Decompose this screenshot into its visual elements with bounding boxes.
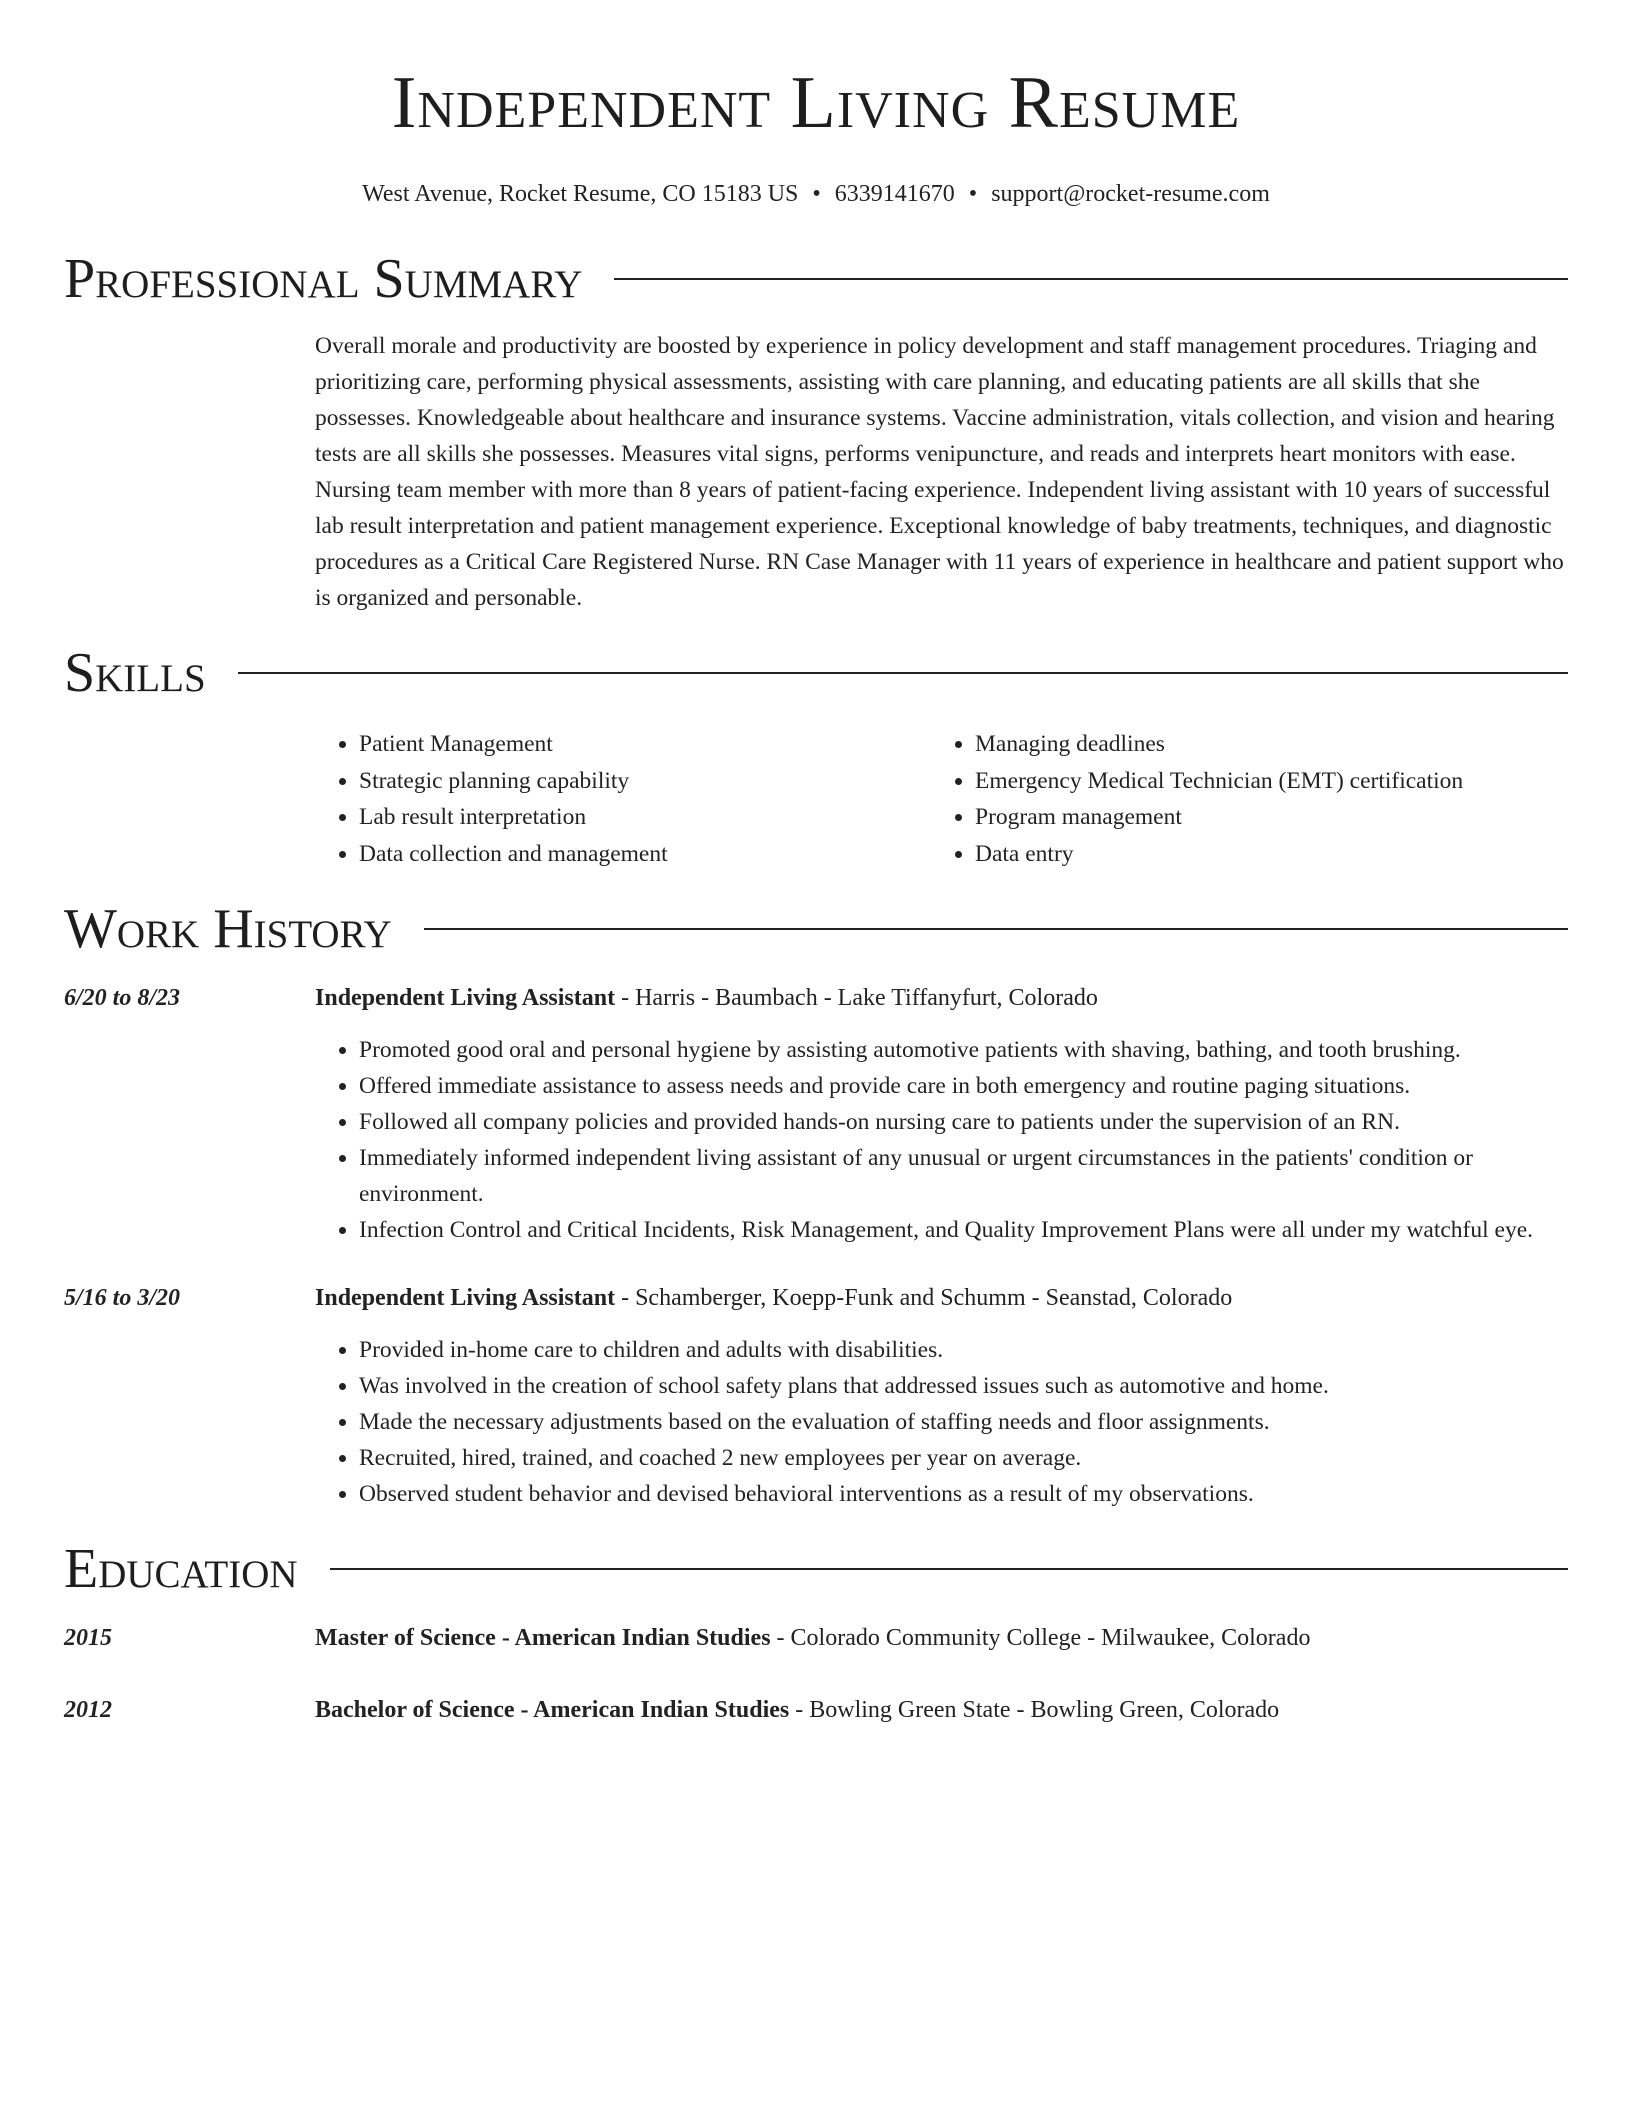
summary-text: Overall morale and productivity are boosted by experience in policy development and staff management procedures. Triaging and prioritizing care, performing physical assessments, assisting with care planning, and educating patients are all skills that she possesses. Knowledgeable about healthcare and insurance systems. Vaccine administration, vitals collection, and vision and hearing tests are all skills she possesses. Measures vital signs, performs venipuncture, and reads and interprets heart monitors with ease. Nursing team member with more than 8 years of patient-facing experience. Independent living assistant with 10 years of successful lab result interpretation and patient management experience. Exceptional knowledge of baby treatments, techniques, and diagnostic procedures as a Critical Care Registered Nurse. RN Case Manager with 11 years of experience in healthcare and patient support who is organized and personable. xyxy=(315,333,1564,611)
section-divider xyxy=(330,1568,1568,1570)
section-divider xyxy=(614,278,1568,280)
education-school: - Bowling Green State - Bowling Green, Colorado xyxy=(789,1697,1280,1723)
contact-address: West Avenue, Rocket Resume, CO 15183 US xyxy=(362,181,799,207)
education-entry xyxy=(64,1620,1568,1656)
job-dates: 5/16 to 3/20 xyxy=(64,1285,181,1311)
contact-separator: • xyxy=(968,181,978,207)
job-line xyxy=(315,980,1098,1016)
education-degree: Master of Science - American Indian Studies xyxy=(315,1625,771,1651)
contact-separator: • xyxy=(812,181,821,207)
skill-item: • Data entry xyxy=(975,836,1463,873)
job-bullet: • Observed student behavior and devised behavioral interventions as a result of my observations. xyxy=(359,1476,1568,1512)
job-employer: - Harris - Baumbach - Lake Tiffanyfurt, Colorado xyxy=(615,985,1098,1011)
work-heading: Work History xyxy=(64,898,392,960)
education-line xyxy=(315,1620,1310,1656)
education-degree: Bachelor of Science - American Indian Studies xyxy=(315,1697,790,1723)
education-section-header xyxy=(64,1534,1568,1604)
summary-body xyxy=(315,328,1568,616)
job-bullet: • Infection Control and Critical Incidents, Risk Management, and Quality Improvement Plans were all under my watchful eye. xyxy=(359,1212,1568,1248)
job-line xyxy=(315,1280,1232,1316)
job-bullet: • Offered immediate assistance to assess needs and provide care in both emergency and routine paging situations. xyxy=(359,1068,1568,1104)
summary-section-header xyxy=(64,244,1568,314)
skills-column-left xyxy=(315,726,931,872)
section-divider xyxy=(238,672,1568,674)
contact-email: support@rocket-resume.com xyxy=(991,181,1270,207)
skill-item: • Managing deadlines xyxy=(975,726,1463,763)
job-bullet: • Promoted good oral and personal hygiene by assisting automotive patients with shaving, bathing, and tooth brushing. xyxy=(359,1032,1568,1068)
skill-item: • Data collection and management xyxy=(359,836,931,873)
skills-column-right xyxy=(931,726,1463,872)
job-entry xyxy=(64,1280,1568,1512)
skill-item: • Patient Management xyxy=(359,726,931,763)
job-bullets xyxy=(315,1032,1568,1248)
job-entry xyxy=(64,980,1568,1248)
job-header xyxy=(64,1280,1568,1316)
job-bullet-list xyxy=(315,1332,1568,1512)
job-title: Independent Living Assistant xyxy=(315,1285,616,1311)
job-bullets xyxy=(315,1332,1568,1512)
job-bullet: • Recruited, hired, trained, and coached 2 new employees per year on average. xyxy=(359,1440,1568,1476)
skill-item: • Program management xyxy=(975,799,1463,836)
job-bullet: • Was involved in the creation of school safety plans that addressed issues such as automotive and home. xyxy=(359,1368,1568,1404)
skill-item: • Strategic planning capability xyxy=(359,763,931,800)
resume-title: Independent Living Resume xyxy=(391,62,1241,144)
contact-phone: 6339141670 xyxy=(834,181,955,207)
education-heading: Education xyxy=(64,1538,298,1600)
job-bullet: • Made the necessary adjustments based on the evaluation of staffing needs and floor assignments. xyxy=(359,1404,1568,1440)
job-bullet: • Immediately informed independent living assistant of any unusual or urgent circumstances in the patients' condition or environment. xyxy=(359,1140,1568,1212)
education-entry xyxy=(64,1692,1568,1728)
summary-heading: Professional Summary xyxy=(64,248,583,310)
skills-section-header xyxy=(64,638,1568,708)
skill-item: • Lab result interpretation xyxy=(359,799,931,836)
job-bullet: • Provided in-home care to children and adults with disabilities. xyxy=(359,1332,1568,1368)
job-dates: 6/20 to 8/23 xyxy=(64,985,181,1011)
job-employer: - Schamberger, Koepp-Funk and Schumm - Seanstad, Colorado xyxy=(615,1285,1233,1311)
job-title: Independent Living Assistant xyxy=(315,985,616,1011)
work-section-header xyxy=(64,894,1568,964)
job-header xyxy=(64,980,1568,1016)
skills-list xyxy=(315,726,1568,872)
education-year: 2012 xyxy=(64,1697,112,1723)
education-year: 2015 xyxy=(64,1625,112,1651)
job-bullet: • Followed all company policies and provided hands-on nursing care to patients under the supervision of an RN. xyxy=(359,1104,1568,1140)
skill-item: • Emergency Medical Technician (EMT) certification xyxy=(975,763,1463,800)
contact-line xyxy=(64,178,1568,210)
job-bullet-list xyxy=(315,1032,1568,1248)
section-divider xyxy=(424,928,1568,930)
education-school: - Colorado Community College - Milwaukee, Colorado xyxy=(770,1625,1311,1651)
education-line xyxy=(315,1692,1279,1728)
skills-heading: Skills xyxy=(64,642,206,704)
